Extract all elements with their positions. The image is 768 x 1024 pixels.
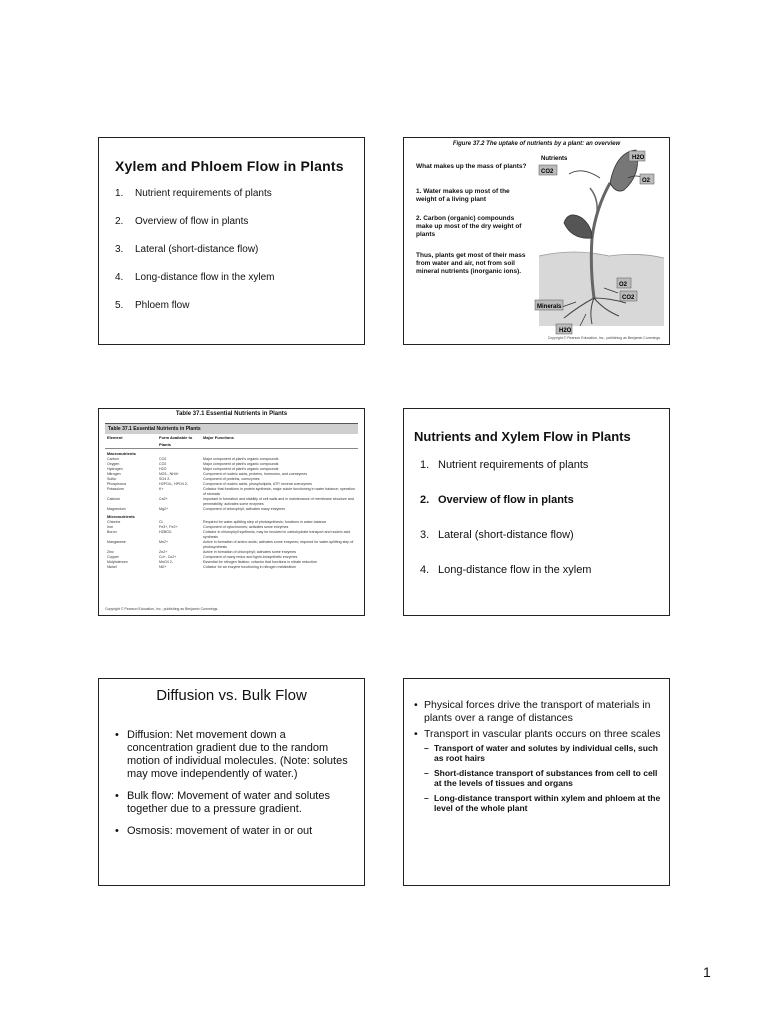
- label-nutrients: Nutrients: [541, 156, 568, 162]
- slide-essential-nutrients-table: [98, 408, 365, 616]
- list-item: • Transport in vascular plants occurs on three scales – Transport of water and solutes by individual cells, such as root hairs – Short-distance transport of substances from cell to cell at the levels of tissues and organs – Long-distance transport within xylem and phloem at the level of the whole plant: [414, 728, 664, 818]
- list-item: 3. Lateral (short-distance flow): [115, 244, 259, 255]
- list-item: 5. Phloem flow: [115, 300, 190, 311]
- bullet-list: [414, 699, 664, 822]
- sub-item: – Short-distance transport of substances from cell to cell at the levels of tissues and organs: [424, 767, 658, 788]
- outline-list: [115, 188, 275, 328]
- plant-illustration: [404, 138, 670, 345]
- table-row: Nickel Ni2+ Cofactor for an enzyme functioning in nitrogen metabolism: [107, 565, 296, 569]
- outline-list: [420, 459, 591, 599]
- list-item-current: 2. Overview of flow in plants: [420, 494, 574, 506]
- table-row: Calcium Ca2+ Important in formation and stability of cell walls and in maintenance of membrane structure and permeability; activates some enzymes: [107, 497, 354, 506]
- list-item: 4. Long-distance flow in the xylem: [420, 564, 592, 576]
- page-number: 1: [703, 964, 711, 980]
- slide-diffusion-vs-bulk-flow: [98, 678, 365, 886]
- list-item: • Bulk flow: Movement of water and solutes together due to a pressure gradient.: [115, 790, 330, 815]
- copyright: Copyright © Pearson Education, Inc., publishing as Benjamin Cummings.: [547, 336, 661, 340]
- label-h2o-top: H2O: [632, 155, 645, 161]
- list-item: 2. Overview of flow in plants: [115, 216, 249, 227]
- list-item: • Diffusion: Net movement down a concentration gradient due to the random motion of individual molecules. (Note: solutes may move independently of water.): [115, 729, 348, 780]
- table-row: Carbon CO2 Major component of plant's organic compounds: [107, 457, 279, 461]
- copyright: Copyright © Pearson Education, Inc., publishing as Benjamin Cummings.: [105, 607, 219, 611]
- sub-item: – Long-distance transport within xylem and phloem at the level of the whole plant: [424, 792, 661, 813]
- figure-point-2: 2. Carbon (organic) compounds make up most of the dry weight of plants: [416, 215, 522, 238]
- table-header: Element Form Available to Plants Major Functions: [105, 434, 358, 449]
- bullet-list: [115, 729, 350, 847]
- list-item: • Osmosis: movement of water in or out: [115, 825, 313, 837]
- table-row: Chlorine Cl- Required for water-splitting step of photosynthesis; functions in water balance: [107, 520, 327, 524]
- table-row: Phosphorus H2PO4-, HPO4 2- Component of nucleic acids, phospholipids, ATP, several coenzymes: [107, 482, 312, 486]
- nutrient-table: [105, 423, 358, 603]
- slide-title: Nutrients and Xylem Flow in Plants: [414, 429, 631, 444]
- slide-title: Diffusion vs. Bulk Flow: [156, 687, 307, 704]
- list-item: 1. Nutrient requirements of plants: [115, 188, 272, 199]
- figure-point-1: 1. Water makes up most of the weight of a living plant: [416, 188, 510, 203]
- slide-nutrient-uptake-figure: [403, 137, 670, 345]
- slide-nutrients-xylem-outline: [403, 408, 670, 616]
- table-row: Sulfur SO4 2- Component of proteins, coenzymes: [107, 477, 260, 481]
- table-caption: Table 37.1 Essential Nutrients in Plants: [175, 411, 288, 417]
- slide-title: Xylem and Phloem Flow in Plants: [115, 158, 344, 174]
- table-row: Manganese Mn2+ Active in formation of amino acids; activates some enzymes; required for water-splitting step of photosynthesis: [107, 540, 354, 549]
- label-co2-root: CO2: [622, 295, 635, 301]
- table-row: Oxygen CO2 Major component of plant's organic compounds: [107, 462, 279, 466]
- table-row: Nitrogen NO3-, NH4+ Component of nucleic acids, proteins, hormones, and coenzymes: [107, 472, 308, 476]
- list-item: • Physical forces drive the transport of materials in plants over a range of distances: [414, 699, 651, 724]
- label-minerals: Minerals: [537, 304, 562, 310]
- list-item: 4. Long-distance flow in the xylem: [115, 272, 275, 283]
- section-label: Micronutrients: [107, 514, 135, 519]
- table-row: Molybdenum MoO4 2- Essential for nitrogen fixation; cofactor that functions in nitrate reduction: [107, 560, 317, 564]
- sub-list: [424, 743, 664, 814]
- list-item: 3. Lateral (short-distance flow): [420, 529, 574, 541]
- table-row: Copper Cu+, Cu2+ Component of many redox and lignin-biosynthetic enzymes: [107, 555, 298, 559]
- section-label: Macronutrients: [107, 451, 136, 456]
- table-title: Table 37.1 Essential Nutrients in Plants: [105, 424, 358, 434]
- table-row: Boron H2BO3- Cofactor in chlorophyll synthesis; may be involved in carbohydrate transport and nucleic acid synthesis: [107, 530, 351, 539]
- label-co2-left: CO2: [541, 169, 554, 175]
- table-row: Zinc Zn2+ Active in formation of chlorophyll; activates some enzymes: [107, 550, 297, 554]
- table-row: Potassium K+ Cofactor that functions in protein synthesis; major solute functioning in water balance; operation of stomata: [107, 487, 355, 496]
- figure-conclusion: Thus, plants get most of their mass from water and air, not from soil mineral nutrients (inorganic ions).: [416, 252, 526, 275]
- figure-caption: Figure 37.2 The uptake of nutrients by a plant: an overview: [452, 141, 621, 147]
- label-o2-root: O2: [619, 282, 628, 288]
- label-o2-right: O2: [642, 178, 651, 184]
- table-row: Iron Fe3+, Fe2+ Component of cytochromes; activates some enzymes: [107, 525, 289, 529]
- list-item: 1. Nutrient requirements of plants: [420, 459, 589, 471]
- slide-transport-scales: [403, 678, 670, 886]
- label-h2o-bottom: H2O: [559, 328, 572, 334]
- table-row: Magnesium Mg2+ Component of chlorophyll; activates many enzymes: [107, 507, 286, 511]
- figure-question: What makes up the mass of plants?: [416, 163, 527, 170]
- slide-xylem-phloem-outline: [98, 137, 365, 345]
- table-row: Hydrogen H2O Major component of plant's organic compounds: [107, 467, 279, 471]
- sub-item: – Transport of water and solutes by individual cells, such as root hairs: [424, 742, 658, 763]
